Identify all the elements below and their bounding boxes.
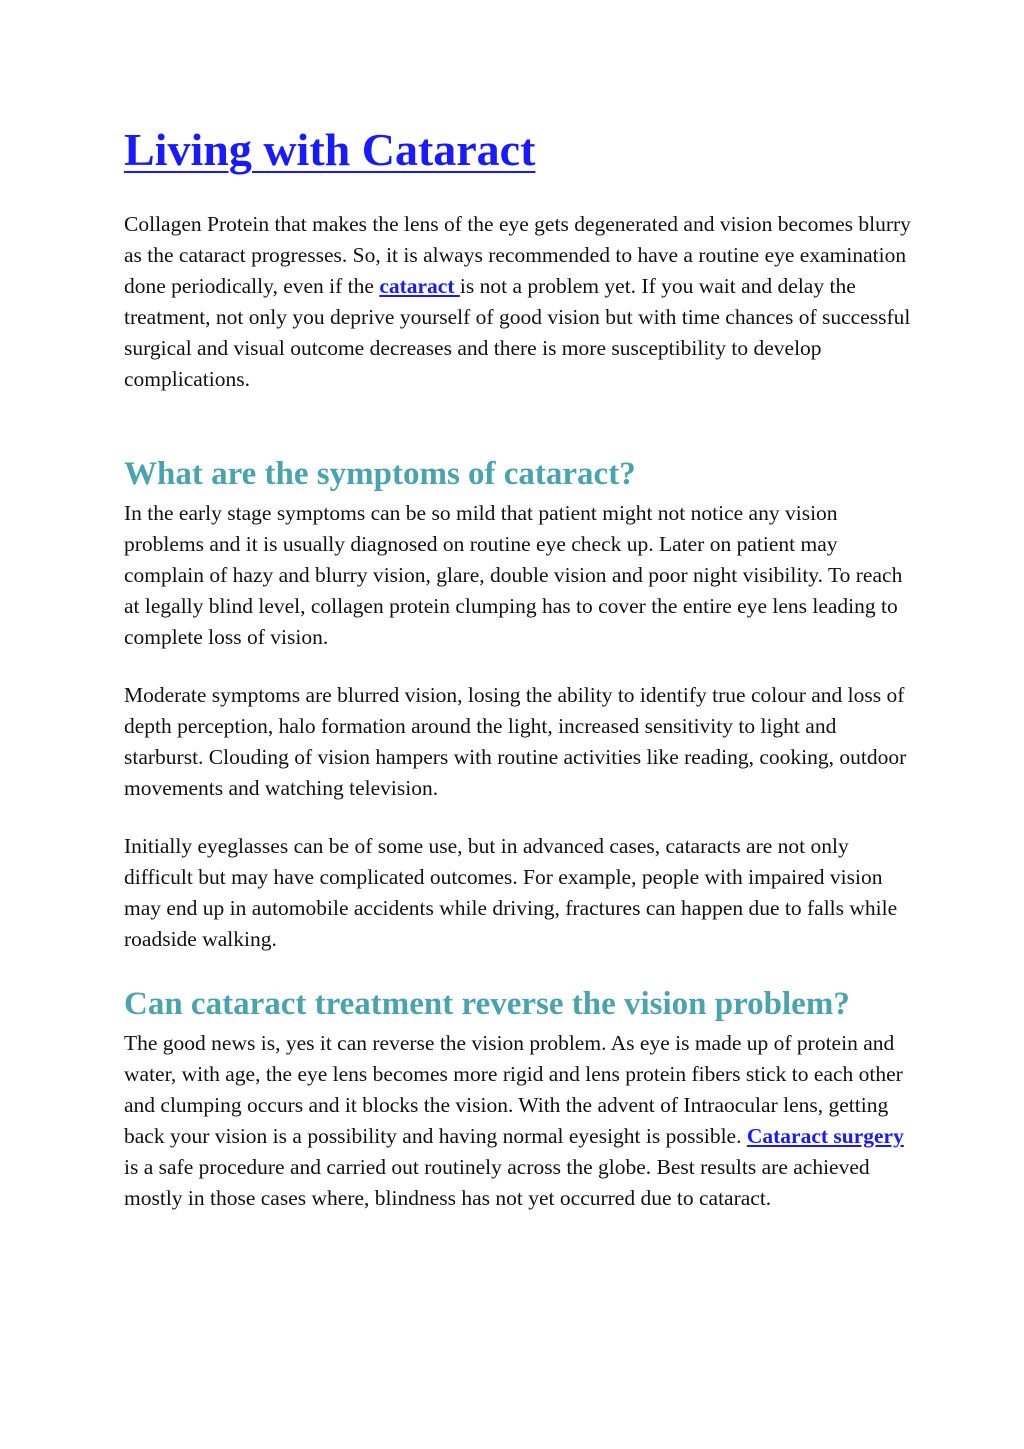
cataract-surgery-link[interactable]: Cataract surgery	[746, 1124, 904, 1148]
treatment-text-before: The good news is, yes it can reverse the vision problem. As eye is made up of protein and water, with age, the eye lens becomes more rigid and lens protein fibers stick to each other and clumping occurs and it blocks the vision. With the advent of Intraocular lens, getting back your vision is a possibility and having normal eyesight is possible.	[124, 1031, 903, 1148]
treatment-paragraph	[124, 1028, 914, 1214]
symptoms-paragraph-early: In the early stage symptoms can be so mild that patient might not notice any vision problems and it is usually diagnosed on routine eye check up. Later on patient may complain of hazy and blurry vision, glare, double vision and poor night visibility. To reach at legally blind level, collagen protein clumping has to cover the entire eye lens leading to complete loss of vision.	[124, 501, 903, 649]
intro-paragraph	[124, 209, 914, 395]
symptoms-paragraph-moderate: Moderate symptoms are blurred vision, losing the ability to identify true colour and loss of depth perception, halo formation around the light, increased sensitivity to light and starburst. Clouding of vision hampers with routine activities like reading, cooking, outdoor movements and watching television.	[124, 683, 907, 800]
symptoms-heading: What are the symptoms of cataract?	[124, 456, 636, 492]
symptoms-paragraph-advanced: Initially eyeglasses can be of some use, but in advanced cases, cataracts are not only difficult but may have complicated outcomes. For example, people with impaired vision may end up in automobile accidents while driving, fractures can happen due to falls while roadside walking.	[124, 834, 898, 951]
treatment-text-after: is a safe procedure and carried out routinely across the globe. Best results are achieved mostly in those cases where, blindness has not yet occurred due to cataract.	[124, 1155, 870, 1210]
document-page	[124, 118, 914, 1214]
page-title	[124, 118, 914, 182]
intro-text-after: is not a problem yet. If you wait and delay the treatment, not only you deprive yourself of good vision but with time chances of successful surgical and visual outcome decreases and there is more susceptibility to develop complications.	[124, 274, 911, 391]
treatment-heading: Can cataract treatment reverse the vision problem?	[124, 986, 850, 1022]
cataract-link[interactable]: cataract	[379, 274, 460, 298]
title-link[interactable]: Living with Cataract	[124, 124, 536, 175]
intro-text-before: Collagen Protein that makes the lens of the eye gets degenerated and vision becomes blurry as the cataract progresses. So, it is always recommended to have a routine eye examination done periodically, even if the	[124, 212, 911, 298]
